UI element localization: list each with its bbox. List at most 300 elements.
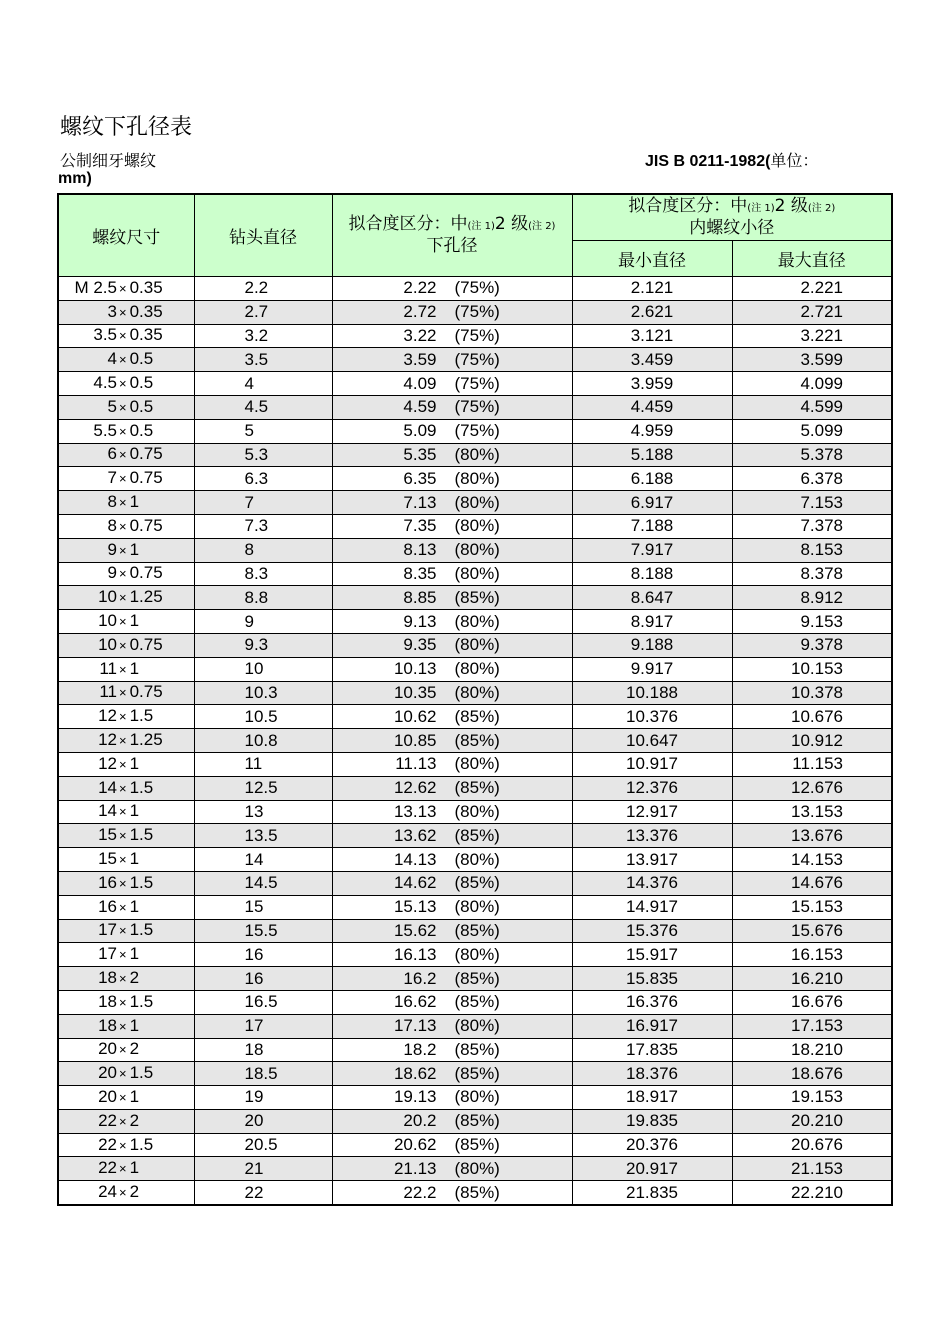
cell-hole [332, 372, 572, 396]
hole-percent: (85%) [454, 968, 500, 988]
hole-value: 14.62 [393, 873, 437, 893]
cell-thread-size [58, 800, 194, 824]
thread-pitch: 1.5 [129, 1063, 154, 1083]
cell-hole [332, 467, 572, 491]
hole-percent: (85%) [454, 587, 500, 607]
cell-max: 18.210 [732, 1038, 892, 1062]
cell-min: 10.376 [572, 705, 732, 729]
header-thread-size: 螺纹尺寸 [58, 194, 194, 277]
cell-min: 15.917 [572, 943, 732, 967]
table-row [58, 610, 892, 634]
hole-value: 10.62 [393, 706, 437, 726]
cell-min: 20.917 [572, 1157, 732, 1181]
cell-hole [332, 919, 572, 943]
cell-max: 13.676 [732, 824, 892, 848]
cell-drill: 14 [194, 848, 332, 872]
cell-thread-size [58, 1086, 194, 1110]
table-row [58, 1109, 892, 1133]
cell-min: 19.835 [572, 1109, 732, 1133]
times-sign: × [119, 614, 127, 630]
thread-nominal: 9 [107, 563, 117, 583]
hole-value: 5.35 [403, 444, 437, 464]
thread-pitch: 2 [129, 968, 140, 987]
cell-min: 8.647 [572, 586, 732, 610]
times-sign: × [119, 1042, 127, 1058]
cell-hole [332, 776, 572, 800]
thread-pitch: 1 [129, 896, 140, 916]
hole-percent: (80%) [454, 849, 500, 869]
cell-min: 2.621 [572, 300, 732, 324]
thread-pitch: 0.5 [129, 396, 154, 416]
hole-value: 15.13 [393, 897, 437, 917]
cell-hole [332, 419, 572, 443]
cell-thread-size [58, 586, 194, 610]
thread-pitch: 1 [129, 492, 140, 512]
cell-max: 5.099 [732, 419, 892, 443]
cell-min: 10.647 [572, 729, 732, 753]
hole-percent: (80%) [454, 563, 500, 583]
cell-drill: 9.3 [194, 633, 332, 657]
thread-pitch: 2 [129, 1039, 140, 1059]
thread-nominal: 12 [98, 753, 117, 773]
cell-thread-size [58, 919, 194, 943]
cell-hole [332, 1157, 572, 1181]
thread-pitch: 1 [129, 1015, 140, 1035]
cell-drill: 3.2 [194, 324, 332, 348]
cell-thread-size [58, 943, 194, 967]
thread-pitch: 1.5 [129, 777, 154, 797]
cell-max: 3.221 [732, 324, 892, 348]
cell-drill: 2.7 [194, 300, 332, 324]
cell-thread-size [58, 752, 194, 776]
hole-percent: (75%) [454, 397, 500, 417]
cell-hole [332, 657, 572, 681]
cell-hole [332, 633, 572, 657]
cell-hole [332, 1133, 572, 1157]
times-sign: × [119, 1137, 127, 1153]
cell-hole [332, 514, 572, 538]
cell-drill: 16.5 [194, 990, 332, 1014]
table-row [58, 752, 892, 776]
cell-drill: 9 [194, 610, 332, 634]
cell-max: 8.378 [732, 562, 892, 586]
times-sign: × [119, 923, 127, 939]
hole-value: 3.22 [403, 325, 437, 345]
table-row [58, 395, 892, 419]
table-row [58, 300, 892, 324]
cell-thread-size [58, 443, 194, 467]
cell-drill: 7 [194, 491, 332, 515]
hole-value: 17.13 [393, 1016, 437, 1036]
table-row [58, 419, 892, 443]
hole-percent: (85%) [454, 920, 500, 940]
cell-thread-size [58, 277, 194, 301]
cell-max: 4.599 [732, 395, 892, 419]
thread-nominal: 10 [98, 587, 117, 607]
thread-pitch: 1 [129, 944, 140, 964]
times-sign: × [119, 1161, 127, 1177]
cell-thread-size [58, 1181, 194, 1205]
thread-nominal: 5 [107, 396, 117, 416]
hole-percent: (80%) [454, 1087, 500, 1107]
hole-value: 8.35 [403, 563, 437, 583]
thread-pitch: 2 [129, 1182, 140, 1202]
thread-pitch: 1 [129, 849, 140, 869]
times-sign: × [119, 1113, 127, 1129]
cell-hole [332, 1014, 572, 1038]
cell-hole [332, 277, 572, 301]
hole-percent: (80%) [454, 1158, 500, 1178]
thread-nominal: 18 [98, 968, 117, 987]
cell-min: 3.459 [572, 348, 732, 372]
hole-value: 2.22 [403, 278, 437, 298]
times-sign: × [119, 328, 127, 344]
hole-value: 16.13 [393, 944, 437, 964]
cell-hole [332, 538, 572, 562]
thread-pitch: 0.5 [129, 373, 154, 393]
header-hole-note1: (注 1) [467, 221, 495, 233]
cell-drill: 18.5 [194, 1062, 332, 1086]
cell-hole [332, 990, 572, 1014]
cell-drill: 15.5 [194, 919, 332, 943]
hole-percent: (85%) [454, 1111, 500, 1131]
cell-min: 6.188 [572, 467, 732, 491]
table-row [58, 1086, 892, 1110]
cell-hole [332, 1109, 572, 1133]
times-sign: × [119, 471, 127, 487]
thread-nominal: 20 [98, 1063, 117, 1083]
cell-hole [332, 586, 572, 610]
thread-nominal: 20 [98, 1086, 117, 1106]
thread-nominal: 8 [107, 515, 117, 535]
thread-pitch: 1.5 [129, 872, 154, 892]
hole-percent: (80%) [454, 444, 500, 464]
cell-hole [332, 1038, 572, 1062]
hole-percent: (85%) [454, 825, 500, 845]
thread-pitch: 0.5 [129, 420, 154, 440]
cell-min: 13.376 [572, 824, 732, 848]
times-sign: × [119, 756, 127, 772]
cell-min: 13.917 [572, 848, 732, 872]
header-hole-note2: (注 2) [528, 221, 556, 233]
thread-nominal: 14 [98, 801, 117, 821]
cell-max: 4.099 [732, 372, 892, 396]
cell-max: 5.378 [732, 443, 892, 467]
hole-value: 9.13 [403, 611, 437, 631]
thread-nominal: 8 [107, 492, 117, 512]
thread-nominal: 12 [98, 706, 117, 726]
hole-percent: (85%) [454, 730, 500, 750]
cell-thread-size [58, 1014, 194, 1038]
times-sign: × [119, 685, 127, 701]
cell-drill: 17 [194, 1014, 332, 1038]
thread-pitch: 0.35 [129, 277, 163, 297]
cell-thread-size [58, 395, 194, 419]
table-row [58, 633, 892, 657]
cell-min: 10.188 [572, 681, 732, 705]
thread-pitch: 0.75 [129, 563, 163, 583]
table-row [58, 871, 892, 895]
cell-thread-size [58, 1062, 194, 1086]
hole-percent: (75%) [454, 302, 500, 322]
cell-min: 4.459 [572, 395, 732, 419]
thread-nominal: 15 [98, 849, 117, 869]
table-row [58, 538, 892, 562]
hole-percent: (80%) [454, 944, 500, 964]
cell-hole [332, 800, 572, 824]
cell-drill: 22 [194, 1181, 332, 1205]
standard-code: JIS B 0211-1982( [645, 153, 771, 170]
cell-thread-size [58, 419, 194, 443]
thread-pitch: 1.5 [129, 991, 154, 1011]
cell-max: 8.912 [732, 586, 892, 610]
hole-percent: (80%) [454, 516, 500, 536]
table-row [58, 1181, 892, 1205]
cell-min: 8.917 [572, 610, 732, 634]
hole-percent: (85%) [454, 873, 500, 893]
cell-thread-size [58, 1038, 194, 1062]
times-sign: × [119, 590, 127, 606]
times-sign: × [119, 971, 127, 986]
cell-max: 17.153 [732, 1014, 892, 1038]
table-row [58, 895, 892, 919]
table-row [58, 514, 892, 538]
header-min-diameter: 最小直径 [572, 241, 732, 277]
times-sign: × [119, 304, 127, 320]
cell-thread-size [58, 491, 194, 515]
times-sign: × [119, 709, 127, 725]
cell-max: 10.912 [732, 729, 892, 753]
hole-value: 11.13 [395, 754, 437, 774]
thread-nominal: 18 [98, 1015, 117, 1035]
cell-hole [332, 752, 572, 776]
cell-thread-size [58, 657, 194, 681]
cell-max: 18.676 [732, 1062, 892, 1086]
times-sign: × [119, 1066, 127, 1082]
cell-max: 11.153 [732, 752, 892, 776]
cell-max: 20.676 [732, 1133, 892, 1157]
cell-hole [332, 967, 572, 991]
hole-value: 19.13 [393, 1087, 437, 1107]
thread-pitch: 0.75 [129, 682, 163, 702]
cell-max: 15.676 [732, 919, 892, 943]
thread-nominal: 4.5 [93, 373, 117, 393]
cell-max: 22.210 [732, 1181, 892, 1205]
thread-pitch: 0.75 [129, 468, 163, 488]
cell-hole [332, 395, 572, 419]
cell-min: 3.121 [572, 324, 732, 348]
cell-thread-size [58, 990, 194, 1014]
table-row [58, 1133, 892, 1157]
thread-nominal: 4 [107, 349, 117, 369]
times-sign: × [119, 947, 127, 963]
cell-thread-size [58, 562, 194, 586]
thread-pitch: 1.25 [129, 730, 163, 750]
hole-value: 13.13 [393, 801, 437, 821]
cell-hole [332, 943, 572, 967]
cell-min: 14.917 [572, 895, 732, 919]
cell-hole [332, 1062, 572, 1086]
cell-min: 18.917 [572, 1086, 732, 1110]
thread-pitch: 0.35 [129, 301, 163, 321]
cell-drill: 19 [194, 1086, 332, 1110]
thread-nominal: 7 [107, 468, 117, 488]
thread-pitch: 1 [129, 1086, 140, 1106]
hole-percent: (75%) [454, 349, 500, 369]
times-sign: × [119, 852, 127, 868]
cell-max: 21.153 [732, 1157, 892, 1181]
hole-percent: (75%) [454, 325, 500, 345]
table-row [58, 990, 892, 1014]
thread-nominal: 17 [98, 944, 117, 964]
thread-pitch: 0.75 [129, 444, 163, 464]
cell-drill: 11 [194, 752, 332, 776]
cell-hole [332, 729, 572, 753]
thread-nominal: 3.5 [93, 325, 117, 345]
cell-drill: 8.3 [194, 562, 332, 586]
table-row [58, 1062, 892, 1086]
cell-drill: 2.2 [194, 277, 332, 301]
thread-nominal: 5.5 [93, 420, 117, 440]
cell-thread-size [58, 1133, 194, 1157]
hole-value: 15.62 [393, 920, 437, 940]
hole-value: 10.85 [393, 730, 437, 750]
thread-nominal: 11 [99, 658, 117, 678]
thread-pitch: 1.5 [129, 706, 154, 726]
hole-value: 20.62 [393, 1135, 437, 1155]
header-hole-grade: 2 级 [494, 214, 529, 235]
cell-thread-size [58, 895, 194, 919]
cell-max: 9.378 [732, 633, 892, 657]
cell-thread-size [58, 1109, 194, 1133]
cell-drill: 4.5 [194, 395, 332, 419]
cell-drill: 18 [194, 1038, 332, 1062]
cell-max: 3.599 [732, 348, 892, 372]
times-sign: × [119, 423, 127, 439]
thread-nominal: 14 [98, 777, 117, 797]
hole-percent: (85%) [454, 1135, 500, 1155]
times-sign: × [119, 1089, 127, 1105]
subtitle-metric-fine-thread: 公制细牙螺纹 [60, 151, 157, 170]
times-sign: × [119, 399, 127, 415]
times-sign: × [119, 733, 127, 749]
thread-nominal: 16 [98, 872, 117, 892]
times-sign: × [119, 1185, 127, 1201]
cell-thread-size [58, 538, 194, 562]
header-hole-label: 下孔径 [426, 235, 478, 256]
times-sign: × [119, 1018, 127, 1034]
times-sign: × [119, 899, 127, 915]
header-hole-fit: 拟合度区分：中 [348, 214, 468, 235]
cell-thread-size [58, 1157, 194, 1181]
table-row [58, 681, 892, 705]
thread-nominal: 12 [98, 730, 117, 750]
table-row [58, 586, 892, 610]
thread-hole-table [57, 193, 893, 1206]
cell-hole [332, 562, 572, 586]
thread-nominal: 22 [98, 1134, 117, 1154]
hole-value: 4.09 [403, 373, 437, 393]
hole-percent: (75%) [454, 373, 500, 393]
table-row [58, 1038, 892, 1062]
times-sign: × [119, 495, 127, 511]
standard-reference [645, 148, 818, 171]
hole-percent: (85%) [454, 1063, 500, 1083]
thread-nominal: 6 [107, 444, 117, 464]
thread-pitch: 1 [129, 753, 140, 773]
header-max-diameter: 最大直径 [732, 241, 892, 277]
cell-hole [332, 681, 572, 705]
thread-nominal: 11 [99, 682, 117, 702]
cell-drill: 16 [194, 943, 332, 967]
cell-drill: 8.8 [194, 586, 332, 610]
cell-drill: 7.3 [194, 514, 332, 538]
cell-hole [332, 491, 572, 515]
thread-pitch: 1 [129, 801, 140, 821]
thread-pitch: 0.75 [129, 634, 163, 654]
thread-nominal: 9 [107, 539, 117, 559]
times-sign: × [119, 447, 127, 463]
cell-min: 3.959 [572, 372, 732, 396]
cell-drill: 21 [194, 1157, 332, 1181]
cell-min: 12.917 [572, 800, 732, 824]
cell-drill: 4 [194, 372, 332, 396]
cell-min: 21.835 [572, 1181, 732, 1205]
cell-min: 12.376 [572, 776, 732, 800]
hole-value: 6.35 [403, 468, 437, 488]
hole-percent: (85%) [454, 706, 500, 726]
cell-min: 16.376 [572, 990, 732, 1014]
times-sign: × [119, 542, 127, 558]
thread-pitch: 1.25 [129, 587, 163, 607]
cell-hole [332, 300, 572, 324]
times-sign: × [119, 637, 127, 653]
hole-percent: (80%) [454, 801, 500, 821]
unit-value: mm) [58, 170, 92, 187]
cell-min: 15.376 [572, 919, 732, 943]
table-row [58, 562, 892, 586]
header-minor-label: 内螺纹小径 [689, 217, 775, 238]
hole-value: 9.35 [403, 635, 437, 655]
cell-max: 19.153 [732, 1086, 892, 1110]
cell-drill: 5 [194, 419, 332, 443]
cell-max: 10.378 [732, 681, 892, 705]
times-sign: × [119, 376, 127, 392]
hole-value: 8.85 [403, 587, 437, 607]
thread-nominal: 22 [98, 1158, 117, 1178]
header-minor-diameter [572, 194, 892, 241]
times-sign: × [119, 518, 127, 534]
times-sign: × [119, 280, 127, 296]
thread-nominal: 24 [98, 1182, 117, 1202]
cell-drill: 12.5 [194, 776, 332, 800]
cell-thread-size [58, 372, 194, 396]
hole-percent: (80%) [454, 754, 500, 774]
table-row [58, 800, 892, 824]
thread-nominal: 3 [107, 301, 117, 321]
cell-thread-size [58, 514, 194, 538]
times-sign: × [119, 828, 127, 844]
hole-value: 3.59 [403, 349, 437, 369]
cell-hole [332, 705, 572, 729]
thread-pitch: 0.5 [129, 349, 154, 369]
cell-thread-size [58, 348, 194, 372]
cell-hole [332, 895, 572, 919]
table-row [58, 277, 892, 301]
hole-value: 16.62 [393, 992, 437, 1012]
cell-min: 10.917 [572, 752, 732, 776]
hole-value: 13.62 [393, 825, 437, 845]
